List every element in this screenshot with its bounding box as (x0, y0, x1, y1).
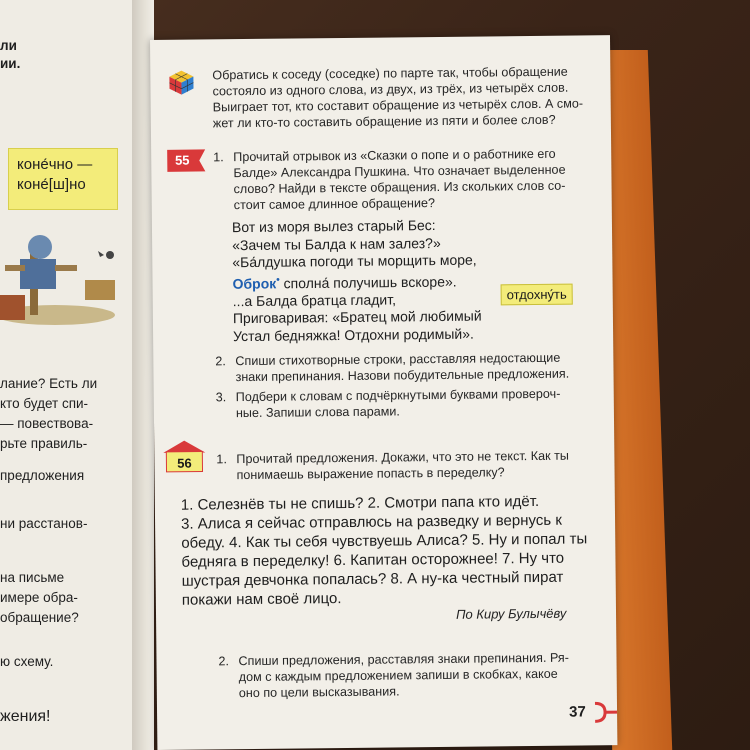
ex56-task1-line-1: Прочитай предложения. Докажи, что это не текст. Как ты (236, 448, 569, 467)
poem-line-3: «Ба́лдушка погоди ты морщить море, (232, 251, 477, 271)
intro-line-1: Обратись к соседу (соседке) по парте так, чтобы обращение (212, 64, 568, 83)
ex55-task3-text (236, 386, 561, 421)
ex56-task1-text (236, 448, 569, 483)
intro-text (212, 63, 583, 131)
ex56-task1-num: 1. (216, 452, 227, 467)
right-page (150, 35, 617, 750)
ex56-task2-line-3: оно по цели высказывания. (238, 684, 400, 701)
left-top-line-1: ли (0, 38, 17, 53)
ex55-task2-num: 2. (215, 354, 226, 369)
ex55-task2-text (235, 350, 569, 385)
poem-line-4: Оброк• сполна́ получишь вскоре». (232, 272, 457, 292)
poem-line-4-rest: сполна́ получишь вскоре». (283, 272, 457, 291)
ex55-task1-text (233, 146, 566, 213)
ex55-task1-line-4: стоит самое длинное обращение? (233, 196, 436, 213)
left-fragment-7: на письме (0, 570, 65, 585)
left-fragment-3: — повествова- (0, 416, 94, 431)
left-page (0, 0, 140, 750)
page-number: 37 (568, 703, 586, 721)
spelling-line-1: коне́чно — (17, 156, 93, 173)
vocabulary-box: отдохну́ть (501, 284, 573, 306)
ex55-task3-num: 3. (215, 390, 227, 405)
rubiks-cube-icon (168, 70, 194, 96)
ex55-task1-line-3: слово? Найди в тексте обращения. Из скольких слов со- (233, 178, 566, 197)
ex56-task2-num: 2. (218, 654, 230, 669)
bulychev-sentences (181, 491, 588, 609)
poem-line-2: «Зачем ты Балда к нам залез?» (232, 234, 441, 253)
left-fragment-11: жения! (0, 708, 51, 725)
story-line-4: бедняга в переделку! 6. Капитан осторожнее! 7. Ну что (181, 549, 565, 571)
intro-line-3: Выиграет тот, кто составит обращение из четырёх слов. А смо- (212, 96, 584, 115)
spelling-box (8, 148, 118, 210)
story-line-2: 3. Алиса я сейчас отправлюсь на разведку и вернусь к (180, 511, 562, 533)
ex55-task3-line-2: ные. Запиши слова парами. (235, 404, 400, 421)
page-corner-ornament-icon (591, 699, 617, 725)
ex56-task1-line-2: понимаешь выражение попасть в переделку? (236, 465, 505, 483)
story-line-3: обеду. 4. Как ты себя чувствуешь Алиса? 5. Ну и попал ты (181, 530, 588, 552)
ex55-task1-line-2: Балде» Александра Пушкина. Что означает выделенное (233, 162, 566, 181)
ex56-task2-line-2: дом с каждым предложением запиши в скобках, какое (238, 666, 558, 685)
poem-line-6: Приговаривая: «Братец мой любимый (232, 307, 482, 327)
story-line-5: шустрая девчонка попалась? 8. А ну-ка честный пират (181, 568, 564, 590)
left-fragment-8: имере обра- (0, 590, 78, 605)
left-fragment-5: предложения (0, 468, 85, 483)
left-fragment-4: рьте правиль- (0, 436, 88, 451)
exercise-55-number: 55 (174, 152, 190, 168)
intro-line-4: жет ли кто-то составить обращение из пяти и более слов? (212, 112, 556, 131)
ex56-task2-text (238, 650, 569, 701)
left-top-line-2: ии. (0, 56, 21, 71)
ex55-task1-line-1: Прочитай отрывок из «Сказки о попе и о работнике его (233, 146, 556, 165)
left-fragment-10: ю схему. (0, 654, 54, 669)
ex55-task3-line-1: Подбери к словам с подчёркнутыми буквами провероч- (235, 386, 561, 405)
intro-line-2: состояло из одного слова, из двух, из трёх, из четырёх слов. (212, 80, 569, 99)
highlighted-word-obrok: Оброк (232, 274, 277, 292)
source-author: По Киру Булычёву (455, 605, 567, 622)
ex55-task2-line-2: знаки препинания. Назови побудительные предложения. (235, 366, 570, 385)
poem-line-1: Вот из моря вылез старый Бес: (231, 217, 436, 236)
story-line-1: 1. Селезнёв ты не спишь? 2. Смотри папа кто идёт. (180, 492, 540, 514)
scarecrow-illustration (0, 225, 130, 325)
exercise-56-number: 56 (177, 455, 192, 471)
pushkin-poem (232, 217, 482, 346)
ex56-task2-line-1: Спиши предложения, расставляя знаки препинания. Ря- (238, 650, 569, 669)
ex55-task1-num: 1. (213, 150, 224, 165)
ex55-task2-line-1: Спиши стихотворные строки, расставляя недостающие (235, 350, 561, 369)
story-line-6: покажи нам своё лицо. (181, 590, 342, 609)
left-fragment-2: кто будет спи- (0, 396, 89, 411)
poem-line-7: Устал бедняжка! Отдохни родимый». (233, 325, 474, 344)
poem-line-5: ...а Балда братца гладит, (232, 291, 397, 309)
spelling-line-2: коне́[ш]но (17, 176, 86, 193)
left-fragment-9: обращение? (0, 610, 79, 625)
left-fragment-6: ни расстанов- (0, 516, 88, 531)
left-fragment-1: лание? Есть ли (0, 376, 98, 391)
